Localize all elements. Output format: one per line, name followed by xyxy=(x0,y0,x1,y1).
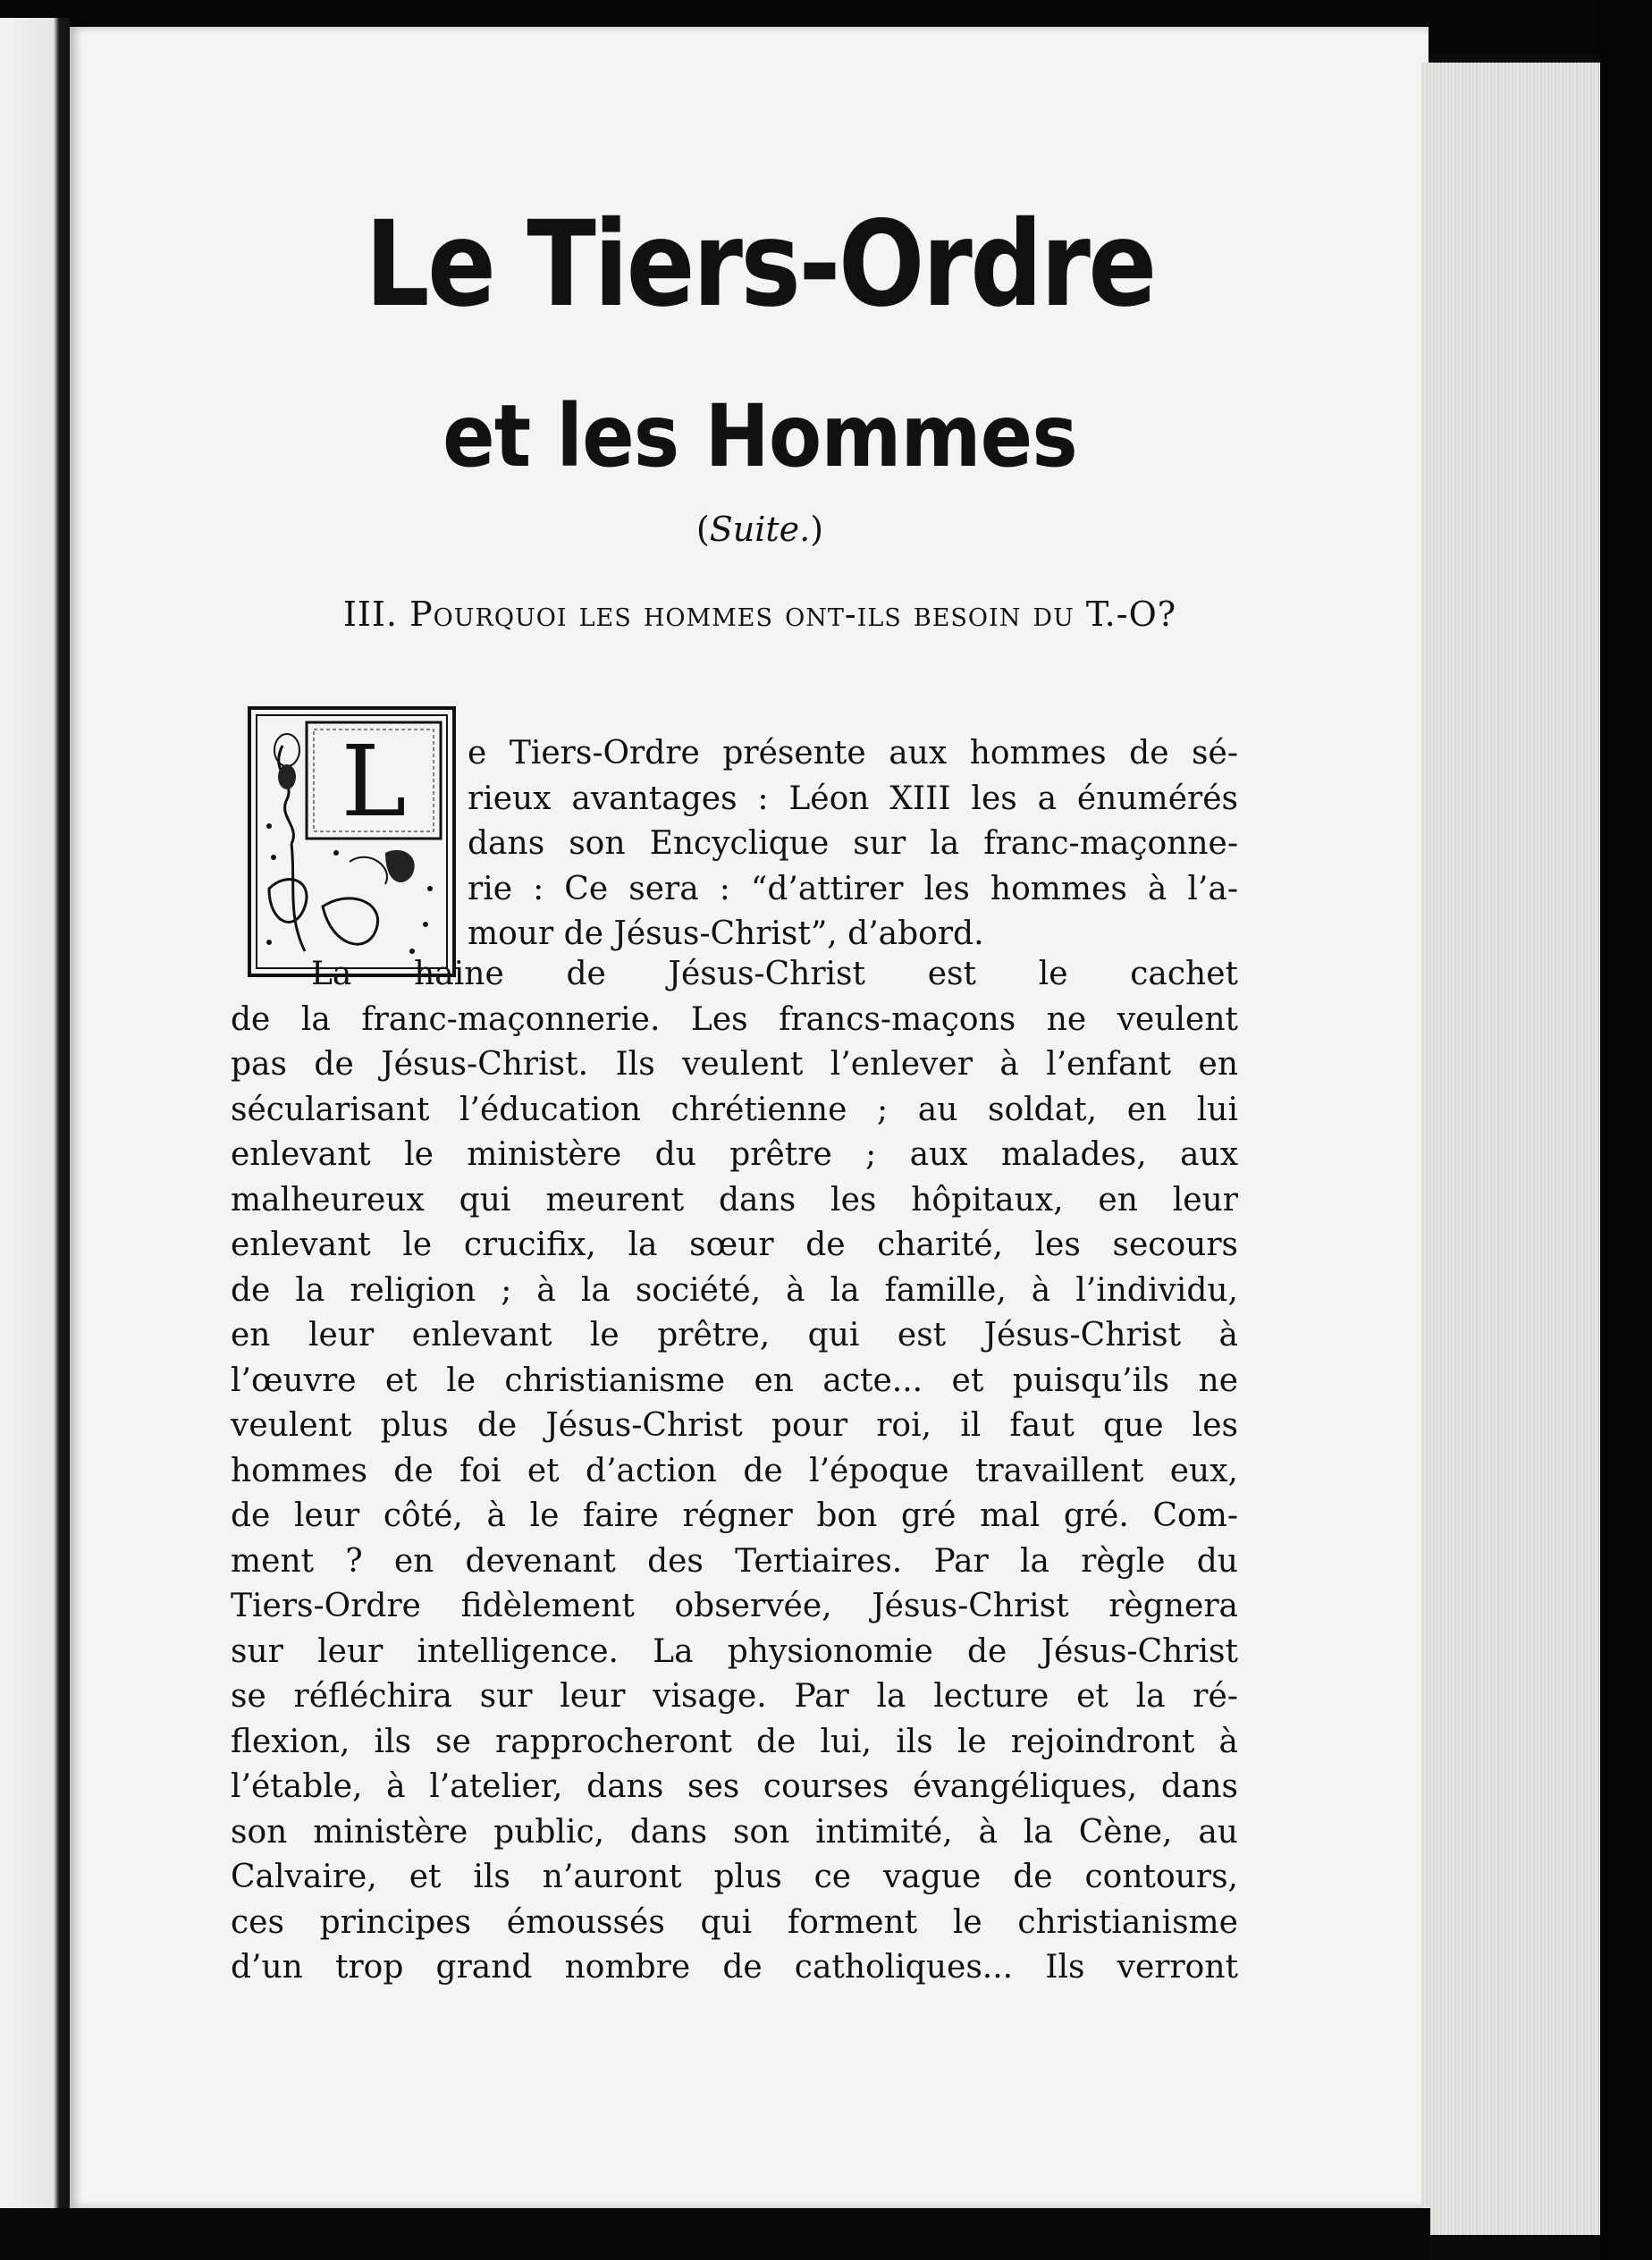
scan-bottom-border xyxy=(0,2208,1430,2260)
body-line: sur leur intelligence. La physionomie de Jésus-Christ xyxy=(231,1632,1238,1670)
intro-line: mour de Jésus-Christ”, d’abord. xyxy=(468,915,984,952)
body-line: ment ? en devenant des Tertiaires. Par la règle du xyxy=(231,1542,1238,1580)
body-line: se réfléchira sur leur visage. Par la lecture et la ré- xyxy=(231,1678,1238,1715)
floral-ornament-icon xyxy=(251,710,452,974)
body-line: de la franc-maçonnerie. Les francs-maçons ne veulent xyxy=(231,1000,1238,1038)
body-line: veulent plus de Jésus-Christ pour roi, il faut que les xyxy=(231,1407,1238,1444)
drop-cap-letter: L xyxy=(341,724,407,839)
section-heading: III. Pourquoi les hommes ont-ils besoin du T.-O? xyxy=(342,595,1177,634)
body-line: La haine de Jésus-Christ est le cachet xyxy=(311,956,1238,992)
intro-line: dans son Encyclique sur la franc-maçonne- xyxy=(468,825,1238,862)
intro-line: rie : Ce sera : “d’attirer les hommes à l’a- xyxy=(468,870,1238,907)
body-line: hommes de foi et d’action de l’époque travaillent eux, xyxy=(231,1452,1238,1489)
body-line: malheureux qui meurent dans les hôpitaux, en leur xyxy=(231,1181,1238,1219)
intro-paragraph xyxy=(468,731,1238,957)
facing-page-edge xyxy=(0,18,70,2260)
body-line: enlevant le crucifix, la sœur de charité, les secours xyxy=(231,1227,1238,1263)
body-paragraph xyxy=(231,952,1238,1991)
intro-line: e Tiers-Ordre présente aux hommes de sé- xyxy=(468,735,1238,772)
body-line: d’un trop grand nombre de catholiques... Ils verront xyxy=(231,1949,1238,1986)
intro-line: rieux avantages : Léon XIII les a énumérés xyxy=(468,780,1238,817)
body-line: enlevant le ministère du prêtre ; aux malades, aux xyxy=(231,1136,1238,1173)
body-line: ces principes émoussés qui forment le christianisme xyxy=(231,1903,1238,1941)
body-line: son ministère public, dans son intimité, à la Cène, au xyxy=(231,1813,1238,1851)
body-line: l’œuvre et le christianisme en acte... et puisqu’ils ne xyxy=(231,1362,1238,1399)
body-line: en leur enlevant le prêtre, qui est Jésus-Christ à xyxy=(231,1317,1238,1353)
body-line: flexion, ils se rapprocheront de lui, ils le rejoindront à xyxy=(231,1723,1238,1760)
article-subtitle: et les Hommes xyxy=(442,386,1077,486)
body-line: de la religion ; à la société, à la famille, à l’individu, xyxy=(231,1271,1238,1309)
article-title: Le Tiers-Ordre xyxy=(365,196,1155,333)
body-line: Tiers-Ordre fidèlement observée, Jésus-Christ règnera xyxy=(231,1588,1238,1624)
scan-right-border xyxy=(1600,0,1652,2260)
ornamental-initial xyxy=(248,706,456,977)
body-line: Calvaire, et ils n’auront plus ce vague de contours, xyxy=(231,1859,1238,1895)
body-line: sécularisant l’éducation chrétienne ; au soldat, en lui xyxy=(231,1091,1238,1128)
suite-text: Suite. xyxy=(709,510,811,549)
page-stack-edge xyxy=(1421,63,1613,2235)
continuation-note: (Suite.) xyxy=(695,510,824,549)
body-line: de leur côté, à le faire régner bon gré mal gré. Com- xyxy=(231,1497,1238,1534)
body-line: pas de Jésus-Christ. Ils veulent l’enlever à l’enfant en xyxy=(231,1046,1238,1083)
body-line: l’étable, à l’atelier, dans ses courses évangéliques, dans xyxy=(231,1768,1238,1805)
